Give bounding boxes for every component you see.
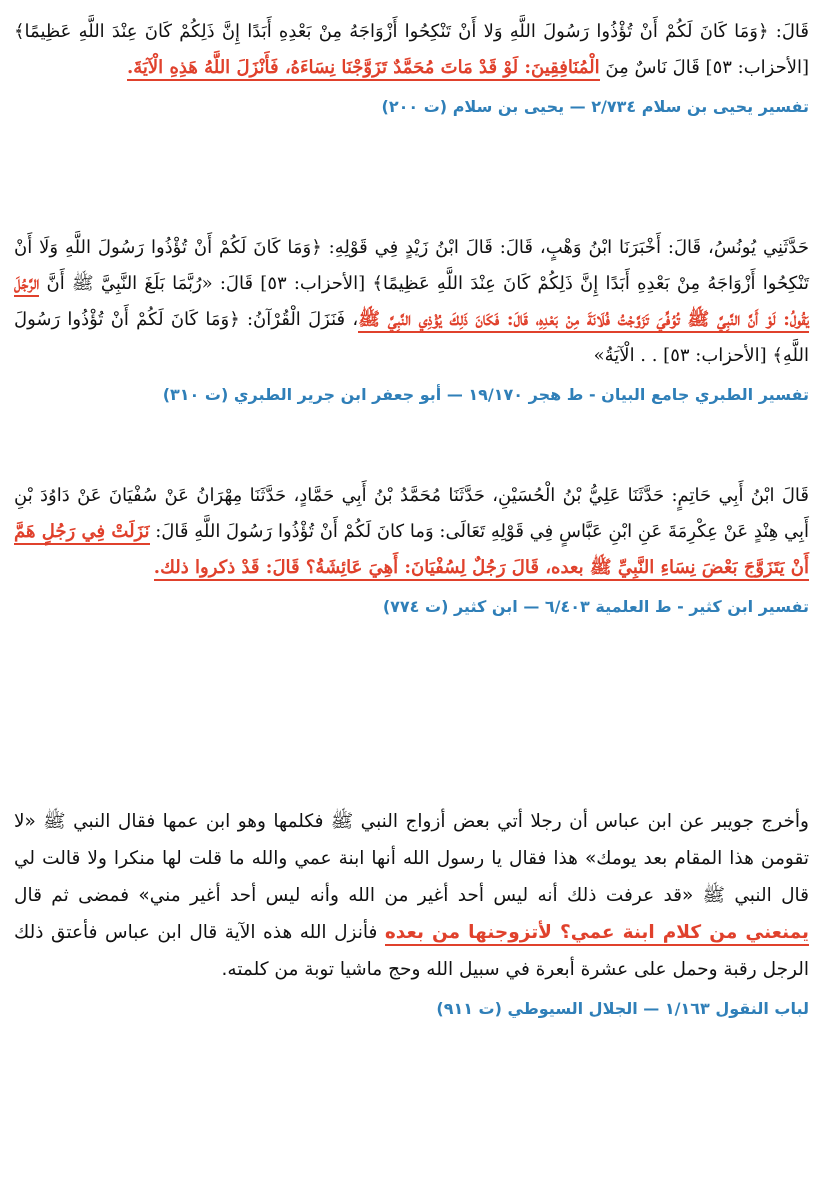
highlighted-quote: نَزَلَتْ فِي رَجُلٍ هَمَّ أَنْ يَتَزَوَّجَ بَعْضَ نِسَاءِ النَّبِيِّ ﷺ بعده، قَالَ رَجُلٌ لِسُفْيَانَ: أَهِيَ عَائِشَةُ؟ قَالَ: قَدْ ذكروا ذلك. (14, 521, 809, 581)
narration-text: ، فَنَزَلَ الْقُرْآنُ: ﴿وَمَا كَانَ لَكُمْ أَنْ تُؤْذُوا رَسُولَ اللَّهِ﴾ [الأحزاب: ٥٣] . . الْآيَةُ» (14, 309, 809, 366)
excerpt-text (14, 478, 809, 586)
highlighted-quote: الْمُنَافِقِينَ: لَوْ قَدْ مَاتَ مُحَمَّدٌ تَزَوَّجْنَا نِسَاءَهُ، فَأَنْزَلَ اللَّهُ هَذِهِ الْآيَةَ. (127, 57, 600, 81)
source-citation: تفسير الطبري جامع البيان - ط هجر ١٩/١٧٠ — أبو جعفر ابن جرير الطبري (ت ٣١٠) (162, 385, 809, 404)
excerpt-yahya-ibn-sallam (14, 14, 809, 230)
excerpt-ibn-kathir (14, 478, 809, 803)
narration-text: فأنزل الله هذه الآية قال ابن عباس فأعتق ذلك الرجل رقبة وحمل على عشرة أبعرة في سبيل الله وحج ماشيا توبة من كلمته. (14, 922, 809, 980)
source-citation: تفسير يحيى بن سلام ٢/٧٣٤ — يحيى بن سلام (ت ٢٠٠) (381, 97, 809, 116)
excerpt-text (14, 803, 809, 988)
excerpt-text (14, 230, 809, 374)
highlighted-quote: يمنعني من كلام ابنة عمي؟ لأتزوجنها من بعده (385, 922, 809, 946)
source-citation: لباب النقول ١/١٦٣ — الجلال السيوطي (ت ٩١١) (436, 999, 809, 1018)
highlighted-quote: الرَّجُلَ يَقُولُ: لَوْ أَنَّ النَّبِيَّ ﷺ تُوُفِّيَ تَزَوَّجْتُ فُلَانَةَ مِنْ بَعْدِهِ، قَالَ: فَكَانَ ذَلِكَ يُؤْذِي النَّبِيَّ ﷺ (14, 273, 809, 333)
narration-text: وأخرج جويبر عن ابن عباس أن رجلا أتي بعض أزواج النبي ﷺ فكلمها وهو ابن عمها فقال النبي ﷺ «لا تقومن هذا المقام بعد يومك» هذا فقال يا رسول الله أنها ابنة عمي والله ما قلت لها منكرا ولا قالت لي قال النبي ﷺ «قد عرفت ذلك أنه ليس أحد أغير من الله وأنه ليس أحد أغير مني» فمضى ثم قال (14, 811, 809, 906)
excerpt-suyuti (14, 803, 809, 1022)
excerpt-text (14, 14, 809, 86)
narration-text: قَالَ ابْنُ أَبِي حَاتِمٍ: حَدَّثَنَا عَلِيُّ بْنُ الْحُسَيْنِ، حَدَّثَنَا مُحَمَّدُ بْنُ أَبِي حَمَّادٍ، حَدَّثَنَا مِهْرَانُ عَنْ سُفْيَانَ عَنْ دَاوُدَ بْنِ أَبِي هِنْدٍ عَنْ عِكْرِمَةَ عَنِ ابْنِ عَبَّاسٍ فِي قَوْلِهِ تَعَالَى: وَما كانَ لَكُمْ أَنْ تُؤْذُوا رَسُولَ اللَّهِ قَالَ: (14, 485, 809, 542)
excerpt-tabari (14, 230, 809, 478)
source-citation: تفسير ابن كثير - ط العلمية ٦/٤٠٣ — ابن كثير (ت ٧٧٤) (382, 597, 809, 616)
narration-text: قَالَ: ﴿وَمَا كَانَ لَكُمْ أَنْ تُؤْذُوا رَسُولَ اللَّهِ وَلا أَنْ تَنْكِحُوا أَزْوَاجَهُ مِنْ بَعْدِهِ أَبَدًا إِنَّ ذَلِكُمْ كَانَ عِنْدَ اللَّهِ عَظِيمًا﴾ [الأحزاب: ٥٣] قَالَ نَاسٌ مِنَ (14, 21, 809, 78)
narration-text: حَدَّثَنِي يُونُسُ، قَالَ: أَخْبَرَنَا ابْنُ وَهْبٍ، قَالَ: قَالَ ابْنُ زَيْدٍ فِي قَوْلِهِ: ﴿وَمَا كَانَ لَكُمْ أَنْ تُؤْذُوا رَسُولَ اللَّهِ وَلَا أَنْ تَنْكِحُوا أَزْوَاجَهُ مِنْ بَعْدِهِ أَبَدًا إِنَّ ذَلِكُمْ كَانَ عِنْدَ اللَّهِ عَظِيمًا﴾ [الأحزاب: ٥٣] قَالَ: «رُبَّمَا بَلَغَ النَّبِيَّ ﷺ أَنَّ (14, 237, 809, 294)
